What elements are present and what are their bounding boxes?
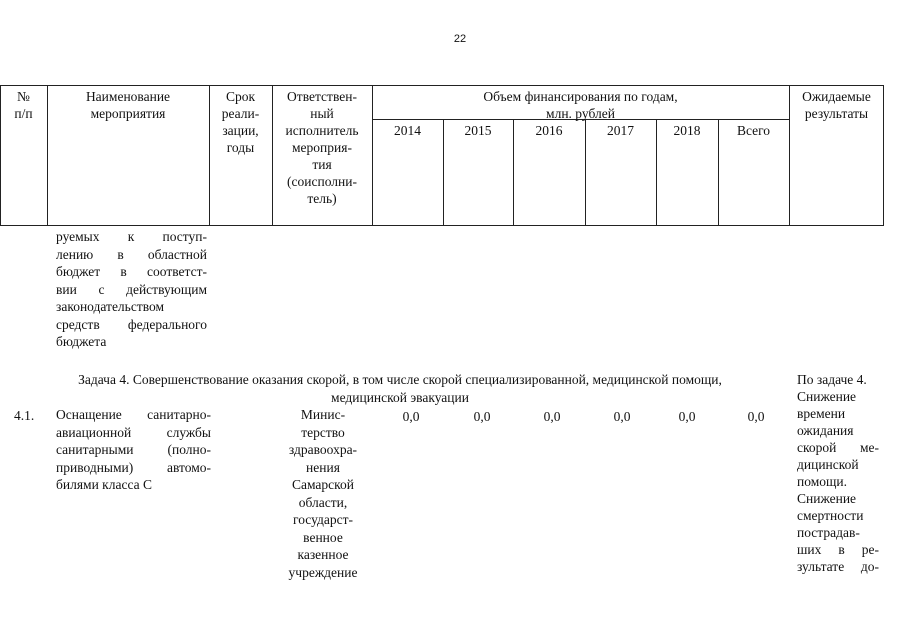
row-executor: Минис- терство здравоохра- нения Самарской области, государст- венное казенное учреждение — [288, 407, 358, 580]
header-year-2018: 2018 — [673, 123, 701, 138]
header-total: Всего — [736, 123, 771, 138]
value-2017: 0,0 — [613, 409, 631, 424]
row-name: Оснащение санитарно- авиационной службы санитарными (полно- приводными) автомо- билями класса С — [56, 407, 211, 492]
results-text: По задаче 4. Снижение времени ожидания скорой ме- дицинской помощи. Снижение смертности пострадав- ших в ре- зультате до- — [797, 372, 879, 574]
value-2015: 0,0 — [473, 409, 491, 424]
header-results: Ожидаемые результаты — [802, 89, 871, 121]
value-2018: 0,0 — [678, 409, 696, 424]
value-total: 0,0 — [747, 409, 765, 424]
header-name: Наименование мероприятия — [85, 89, 171, 121]
header-year-2016: 2016 — [535, 123, 563, 138]
header-financing: Объем финансирования по годам, млн. рублей — [483, 89, 678, 121]
header-year-2017: 2017 — [607, 123, 634, 138]
header-term: Срок реали- зации, годы — [221, 89, 260, 155]
header-executor: Ответствен- ный исполнитель мероприя- тия (соисполни- тель) — [285, 89, 359, 206]
page-number: 22 — [453, 33, 467, 45]
row-number: 4.1. — [14, 408, 35, 423]
task-title: Задача 4. Совершенствование оказания скорой, в том числе скорой специализированной, медицинской помощи, медицинской эвакуации — [78, 372, 722, 405]
value-2016: 0,0 — [543, 409, 561, 424]
header-year-2014: 2014 — [394, 123, 421, 138]
header-num: № п/п — [14, 89, 33, 121]
header-year-2015: 2015 — [464, 123, 492, 138]
continuation-text: руемых к поступ- лению в областной бюджет в соответст- вии с действующим законодательством средств федерального бюджета — [56, 229, 207, 349]
value-2014: 0,0 — [402, 409, 420, 424]
